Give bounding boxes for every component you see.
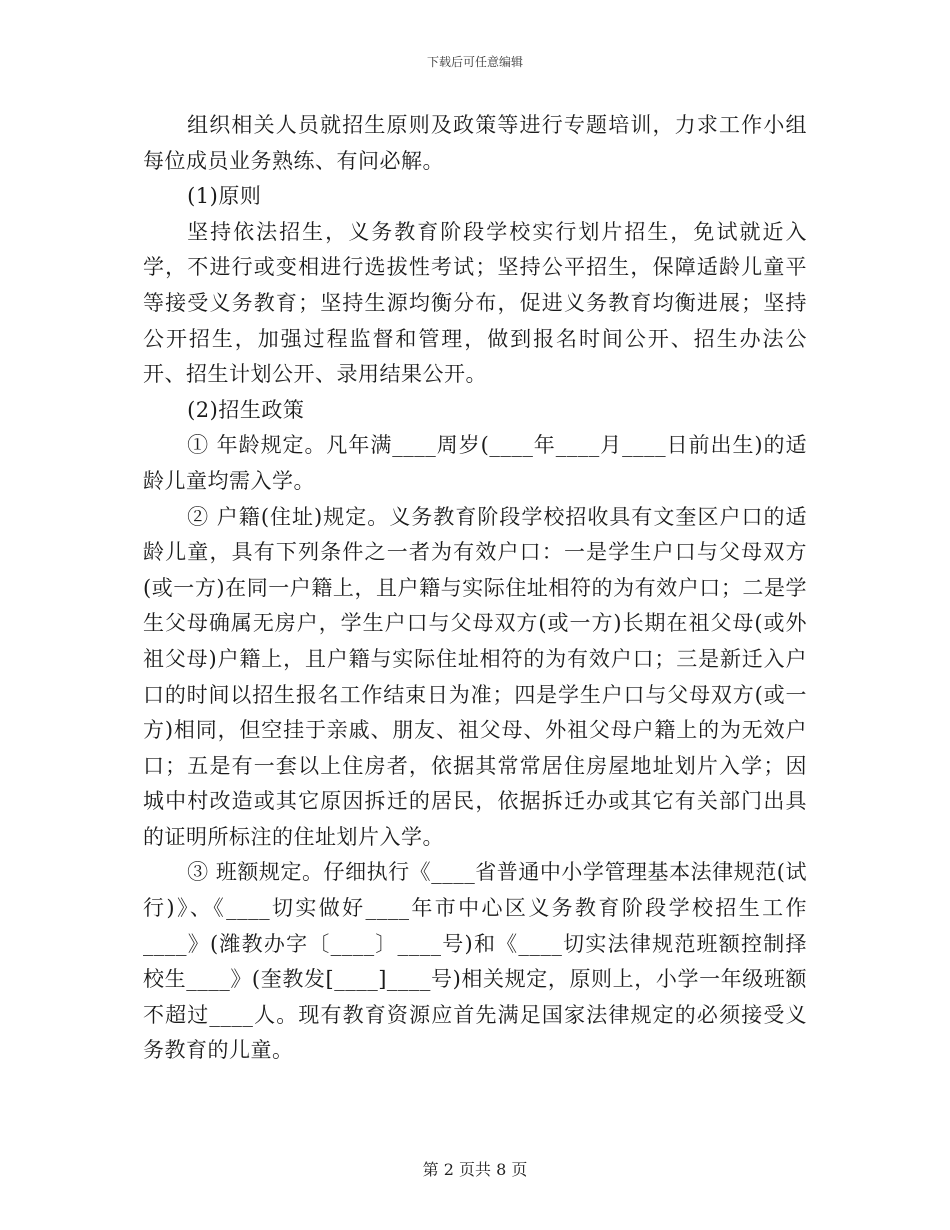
paragraph-age-rule: ① 年龄规定。凡年满____周岁(____年____月____日前出生)的适龄儿童均需入学。: [143, 433, 807, 493]
page-header: 下载后可任意编辑: [426, 55, 523, 69]
page-footer: 第 2 页共 8 页: [422, 1160, 528, 1179]
document-body: [143, 108, 807, 1069]
heading-enrollment-policy: (2)招生政策: [187, 397, 305, 422]
paragraph-training: 组织相关人员就招生原则及政策等进行专题培训，力求工作小组每位成员业务熟练、有问必解。: [143, 113, 807, 173]
heading-principle: (1)原则: [187, 184, 262, 209]
paragraph-principle: 坚持依法招生，义务教育阶段学校实行划片招生，免试就近入学，不进行或变相进行选拔性考试；坚持公平招生，保障适龄儿童平等接受义务教育；坚持生源均衡分布，促进义务教育均衡进展；坚持公开招生，加强过程监督和管理，做到报名时间公开、招生办法公开、招生计划公开、录用结果公开。: [143, 219, 807, 387]
paragraph-class-size-rule: ③ 班额规定。仔细执行《____省普通中小学管理基本法律规范(试行)》、《____切实做好____年市中心区义务教育阶段学校招生工作____》(潍教办字〔____〕____号)和《____切实法律规范班额控制择校生____》(奎教发[____]____号)相关规定，原则上，小学一年级班额不超过____人。现有教育资源应首先满足国家法律规定的必须接受义务教育的儿童。: [143, 860, 807, 1063]
paragraph-household-rule: ② 户籍(住址)规定。义务教育阶段学校招收具有文奎区户口的适龄儿童，具有下列条件之一者为有效户口：一是学生户口与父母双方(或一方)在同一户籍上，且户籍与实际住址相符的为有效户口；二是学生父母确属无房户，学生户口与父母双方(或一方)长期在祖父母(或外祖父母)户籍上，且户籍与实际住址相符的为有效户口；三是新迁入户口的时间以招生报名工作结束日为准；四是学生户口与父母双方(或一方)相同，但空挂于亲戚、朋友、祖父母、外祖父母户籍上的为无效户口；五是有一套以上住房者，依据其常常居住房屋地址划片入学；因城中村改造或其它原因拆迁的居民，依据拆迁办或其它有关部门出具的证明所标注的住址划片入学。: [143, 504, 807, 849]
